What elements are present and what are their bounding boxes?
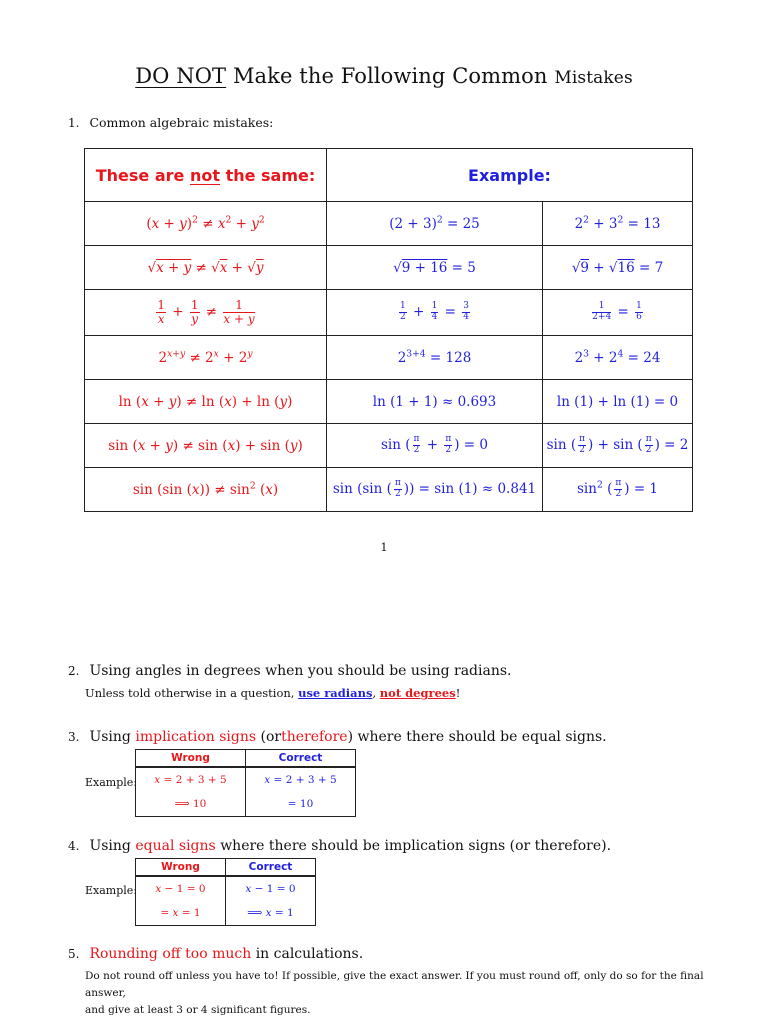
q5-paragraph — [85, 968, 705, 1019]
example-cell: √9 + √16 = 7 — [543, 246, 693, 290]
q4-pre: Using — [89, 838, 131, 854]
example-cell: $(2 + 3)^2 = 25$ — [327, 202, 543, 246]
example-cell: $\frac{1}{2}$ + $\frac{1}{4}$ = $\frac{3}{4}$ — [327, 290, 543, 336]
q3-number: 3. — [68, 730, 80, 744]
question-5 — [68, 946, 363, 962]
q2-text: Using angles in degrees when you should be using radians. — [89, 663, 512, 679]
q2-comma: , — [372, 686, 377, 700]
mistake-cell: $(x + y)^2 \ne x^2 + y^2$ — [85, 202, 327, 246]
example-cell: sin (sin ( $\frac{\pi}{2}$ )) = sin (1) ≈ 0.841 — [327, 468, 543, 512]
title-mistakes: Mistakes — [554, 68, 633, 88]
q5-post: in calculations. — [255, 946, 364, 962]
q3-correct-header: Correct — [246, 750, 356, 768]
question-2 — [68, 663, 512, 679]
page-number: 1 — [380, 541, 388, 554]
example-cell: $2^2 + 3^2 = 13$ — [543, 202, 693, 246]
table-row — [85, 380, 693, 424]
q4-wrong-line2: = x = 1 — [136, 901, 226, 926]
q3-wrong-line1: x = 2 + 3 + 5 — [136, 767, 246, 792]
q5-line1: Do not round off unless you have to! If possible, give the exact answer. If you must round off, only do so for the final answer, — [85, 970, 704, 999]
q4-post: where there should be implication signs (or therefore). — [220, 838, 612, 854]
q3-wrong-header: Wrong — [136, 750, 246, 768]
example-cell: ln (1) + ln (1) = 0 — [543, 380, 693, 424]
example-cell: $2^{3+4} = 128$ — [327, 336, 543, 380]
q3-pre: Using — [89, 729, 131, 745]
q3-therefore: therefore — [281, 729, 348, 745]
table-row — [85, 424, 693, 468]
q3-wrong-line2: ⟹ 10 — [136, 792, 246, 817]
example-cell: √9 + 16 = 5 — [327, 246, 543, 290]
table-row — [85, 468, 693, 512]
q3-mid: (or — [260, 729, 282, 745]
q4-example-label: Example: — [85, 884, 137, 897]
question-1 — [68, 115, 273, 131]
q3-implication-signs: implication signs — [135, 729, 257, 745]
q4-correct-line2: ⟹ x = 1 — [226, 901, 316, 926]
question-4 — [68, 838, 611, 854]
algebra-mistakes-table — [84, 148, 693, 512]
mistake-cell: $\frac{1}{x}$ + $\frac{1}{y}$ ≠ $\frac{1}{x + y}$ — [85, 290, 327, 336]
q2-exclaim: ! — [455, 686, 461, 700]
mistake-cell: sin (sin $(x)) \ne \sin^2 (x)$ — [85, 468, 327, 512]
q3-example-table — [135, 749, 356, 817]
page-title — [0, 64, 768, 88]
q2-note — [85, 686, 460, 700]
header-not-same — [85, 149, 327, 202]
example-cell: $2^3 + 2^4 = 24$ — [543, 336, 693, 380]
mistake-cell: √x + y ≠ √x + √y — [85, 246, 327, 290]
q2-note-pre: Unless told otherwise in a question, — [85, 686, 295, 700]
q5-line2: and give at least 3 or 4 significant figures. — [85, 1004, 311, 1016]
q4-wrong-header: Wrong — [136, 859, 226, 877]
q2-use-radians: use radians — [298, 686, 373, 700]
q4-equal-signs: equal signs — [135, 838, 216, 854]
example-cell: sin ( $\frac{\pi}{2}$ + $\frac{\pi}{2}$ ) = 0 — [327, 424, 543, 468]
header-left-post: the same: — [225, 165, 316, 185]
q5-number: 5. — [68, 947, 80, 961]
header-left-not: not — [189, 165, 220, 185]
q1-text: Common algebraic mistakes: — [89, 115, 274, 130]
q4-example-table — [135, 858, 316, 926]
q3-correct-line2: = 10 — [246, 792, 356, 817]
q3-post: ) where there should be equal signs. — [347, 729, 607, 745]
mistake-cell: sin (x + y) ≠ sin (x) + sin (y) — [85, 424, 327, 468]
mistake-cell: ln (x + y) ≠ ln (x) + ln (y) — [85, 380, 327, 424]
header-example: Example: — [327, 149, 693, 202]
example-cell: $\sin^2$ ( $\frac{\pi}{2}$ ) = 1 — [543, 468, 693, 512]
title-do-not: DO NOT — [135, 64, 227, 88]
title-middle: Make the Following Common — [232, 64, 548, 88]
q2-number: 2. — [68, 664, 80, 678]
q5-rounding: Rounding off too much — [89, 946, 252, 962]
q3-correct-line1: x = 2 + 3 + 5 — [246, 767, 356, 792]
q3-example-label: Example: — [85, 776, 137, 789]
example-cell: $\frac{1}{2+4}$ = $\frac{1}{6}$ — [543, 290, 693, 336]
table-row — [85, 290, 693, 336]
q4-number: 4. — [68, 839, 80, 853]
example-cell: ln (1 + 1) ≈ 0.693 — [327, 380, 543, 424]
question-3 — [68, 729, 607, 745]
q2-not-degrees: not degrees — [379, 686, 456, 700]
table-row — [85, 246, 693, 290]
q4-wrong-line1: x − 1 = 0 — [136, 876, 226, 901]
q4-correct-header: Correct — [226, 859, 316, 877]
header-left-pre: These are — [95, 165, 185, 185]
example-cell: sin ( $\frac{\pi}{2}$ ) + sin ( $\frac{\pi}{2}$ ) = 2 — [543, 424, 693, 468]
q1-number: 1. — [68, 116, 80, 130]
table-row — [85, 336, 693, 380]
mistake-cell: $2^{x+y} \ne 2^x + 2^y$ — [85, 336, 327, 380]
table-row — [85, 202, 693, 246]
q4-correct-line1: x − 1 = 0 — [226, 876, 316, 901]
